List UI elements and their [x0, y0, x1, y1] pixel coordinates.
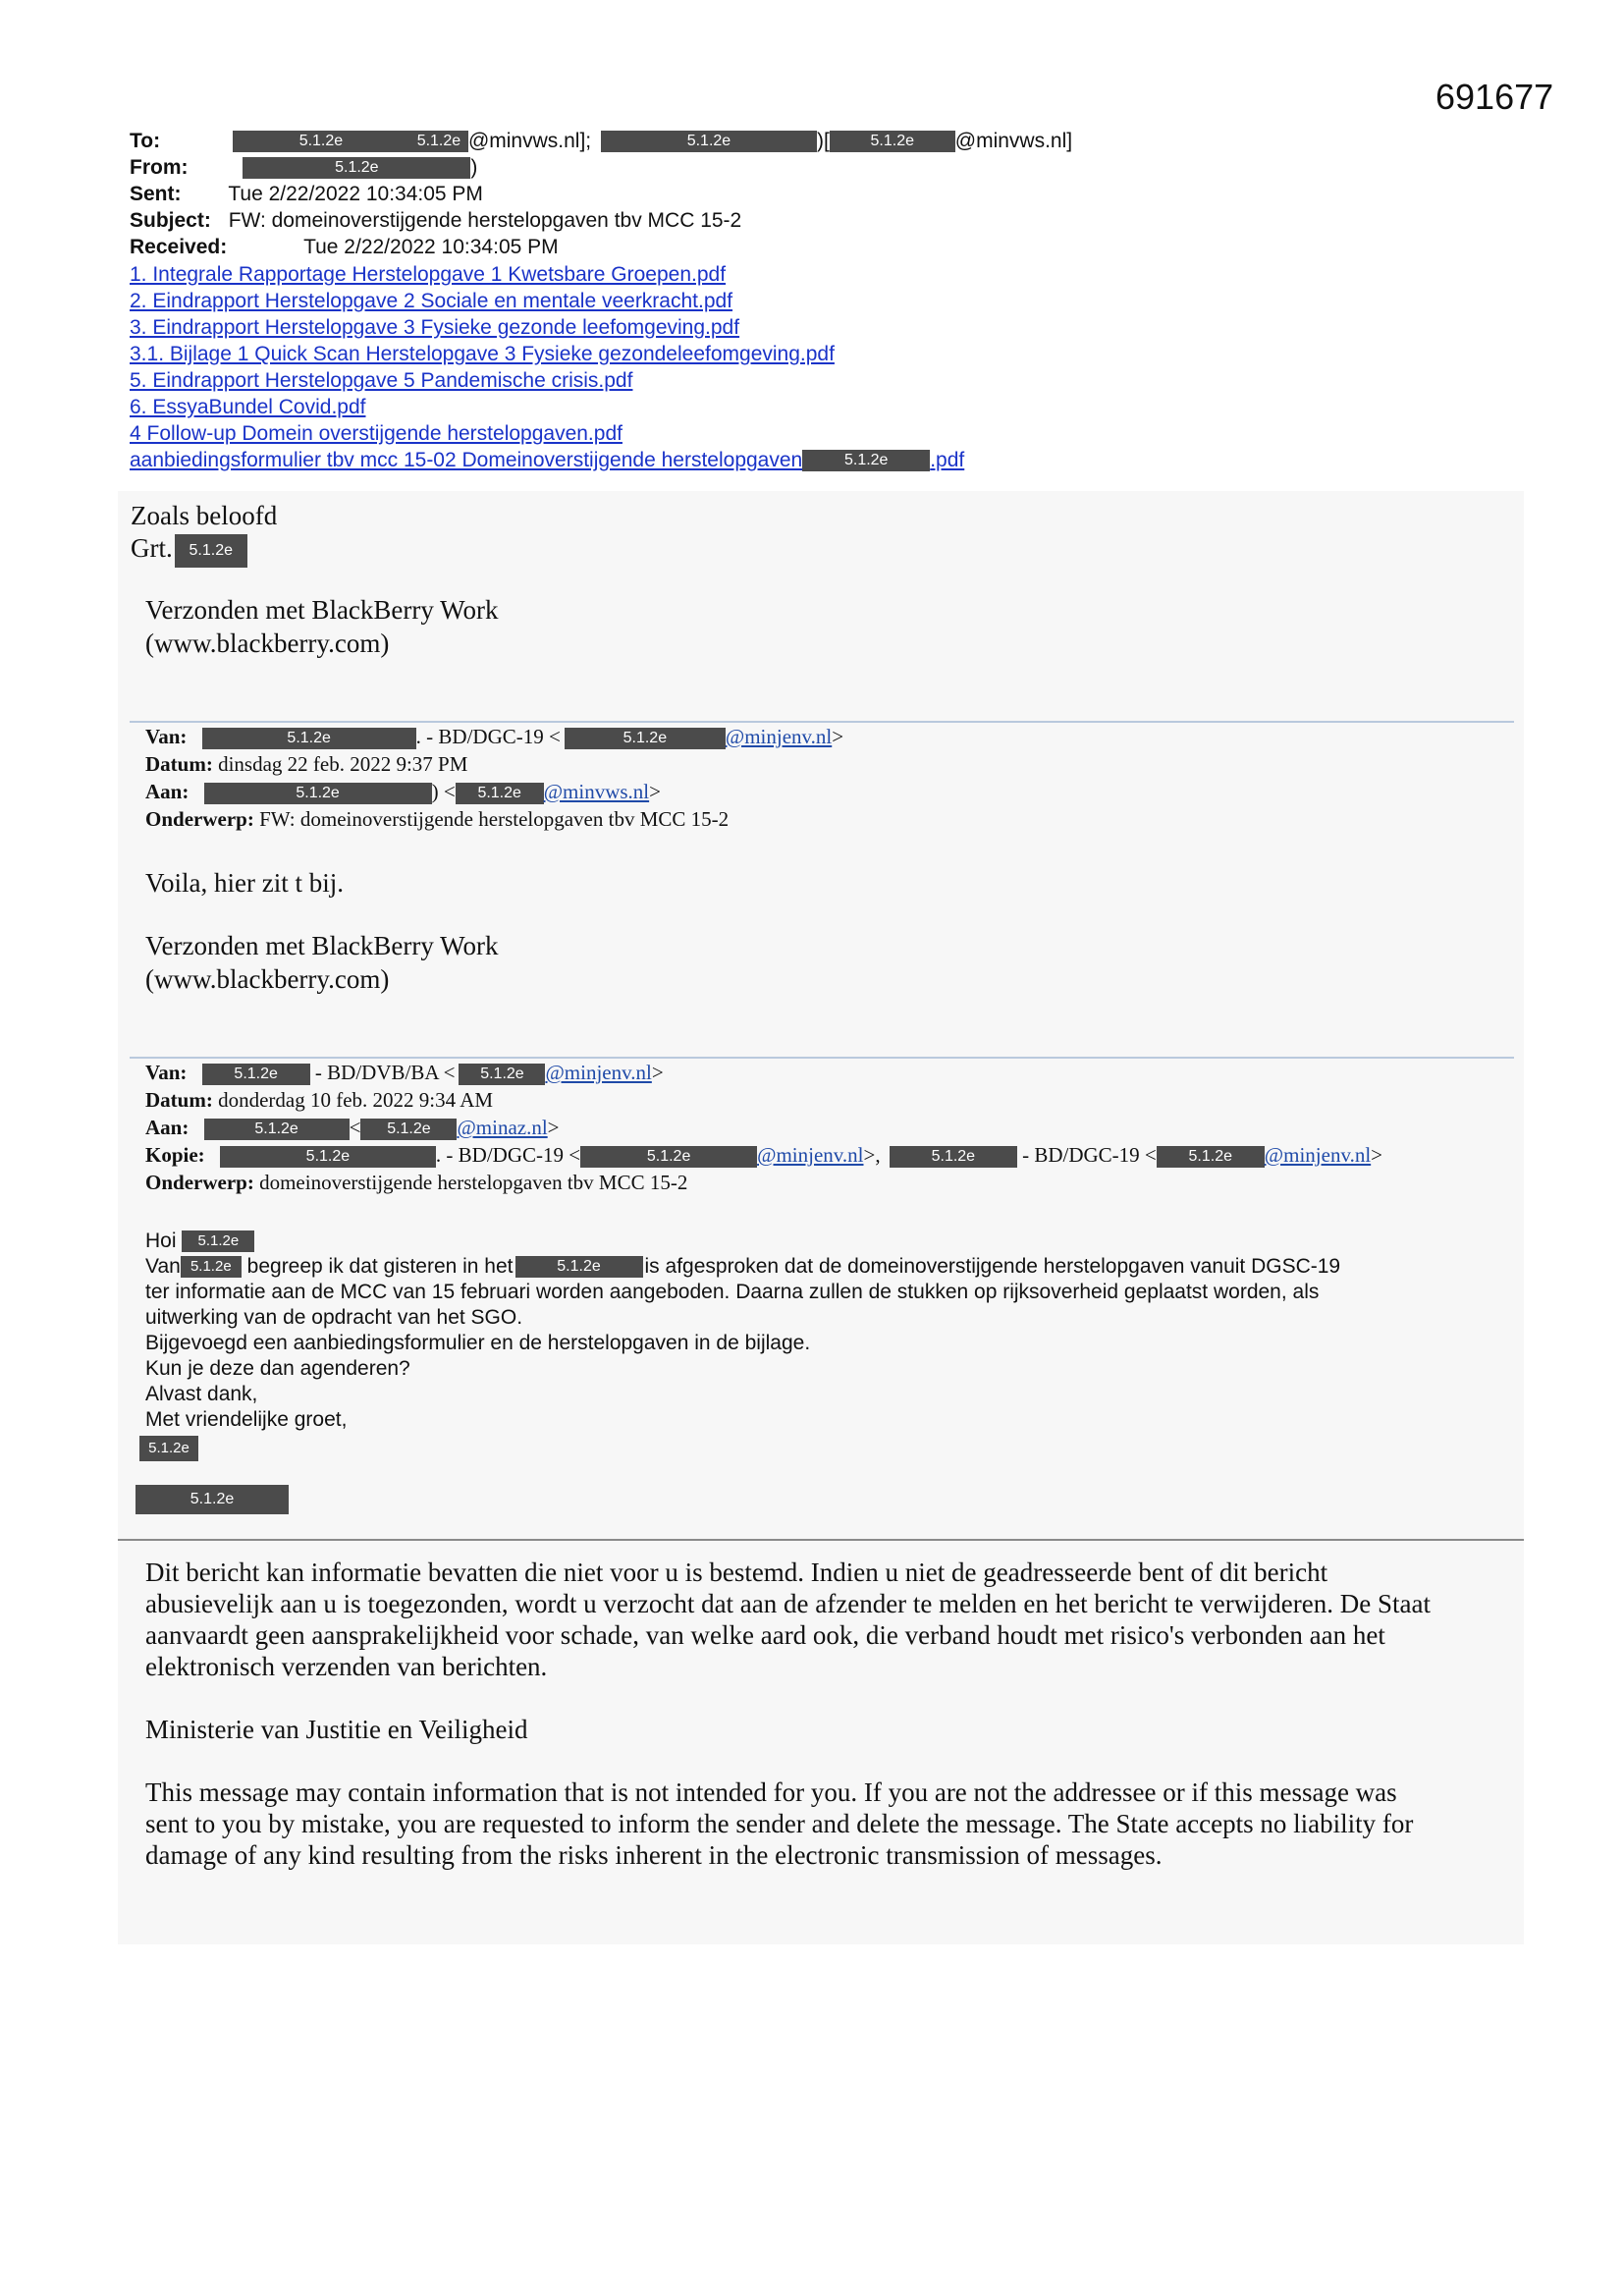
datum-row: [145, 1088, 493, 1113]
attachment-link[interactable]: 1. Integrale Rapportage Herstelopgave 1 Kwetsbare Groepen.pdf: [130, 263, 727, 286]
redaction-box: 5.1.2e: [202, 728, 416, 749]
disclaimer-line: sent to you by mistake, you are requested to inform the sender and delete the message. The State accepts no liability for: [145, 1809, 1414, 1838]
sent-label: Sent:: [130, 183, 182, 205]
van-department: . - BD/DGC-19 <: [415, 725, 561, 748]
signature-line: Verzonden met BlackBerry Work: [145, 931, 499, 960]
salutation-line: [145, 1230, 254, 1253]
from-row: [130, 156, 477, 180]
redaction-box: 5.1.2e: [175, 534, 247, 568]
attachment-link[interactable]: 3.1. Bijlage 1 Quick Scan Herstelopgave 3 Fysieke gezondeleefomgeving.pdf: [130, 343, 835, 365]
kopie-row: Kopie: 5.1.2e . - BD/DGC-19 < 5.1.2e @minjenv.nl>, 5.1.2e - BD/DGC-19 < 5.1.2e @minjenv.nl>: [145, 1143, 1383, 1167]
signature-line: Verzonden met BlackBerry Work: [145, 595, 499, 625]
message-text: Zoals beloofd: [131, 501, 278, 530]
to-separator: )[: [816, 130, 830, 152]
email-link[interactable]: @minjenv.nl: [725, 725, 833, 748]
email-link[interactable]: @minjenv.nl: [757, 1143, 864, 1167]
document-number: 691677: [1435, 77, 1554, 117]
onderwerp-label: Onderwerp:: [145, 1171, 254, 1194]
redaction-box: 5.1.2e: [204, 783, 432, 804]
redaction-box: 5.1.2e: [515, 1256, 643, 1278]
body-line: Kun je deze dan agenderen?: [145, 1357, 410, 1380]
to-label: To:: [130, 130, 161, 152]
redaction-box: 5.1.2e: [139, 1436, 198, 1461]
disclaimer-line: aanvaardt geen aansprakelijkheid voor schade, van welke aard ook, die verband houdt met risico's verbonden aan het: [145, 1620, 1385, 1650]
disclaimer-line: elektronisch verzenden van berichten.: [145, 1652, 548, 1681]
redaction-box: 5.1.2e: [830, 131, 955, 152]
attachment-link[interactable]: 5. Eindrapport Herstelopgave 5 Pandemische crisis.pdf: [130, 369, 633, 392]
redaction-box: 5.1.2e: [580, 1146, 757, 1168]
datum-value: donderdag 10 feb. 2022 9:34 AM: [218, 1088, 494, 1112]
onderwerp-value: FW: domeinoverstijgende herstelopgaven tbv MCC 15-2: [259, 807, 730, 831]
body-line: Van 5.1.2e begreep ik dat gisteren in het 5.1.2e is afgesproken dat de domeinoverstijgende herstelopgaven vanuit DGSC-19: [145, 1255, 1341, 1278]
ministry-name: Ministerie van Justitie en Veiligheid: [145, 1715, 528, 1744]
to-domain-2: @minvws.nl]: [954, 130, 1073, 152]
email-link[interactable]: @minjenv.nl: [545, 1061, 652, 1084]
redaction-box: 5.1.2e: [360, 1119, 457, 1140]
datum-value: dinsdag 22 feb. 2022 9:37 PM: [218, 752, 468, 776]
email-link[interactable]: @minjenv.nl: [1264, 1143, 1372, 1167]
onderwerp-value: domeinoverstijgende herstelopgaven tbv MCC 15-2: [259, 1171, 688, 1194]
email-link[interactable]: @minaz.nl: [457, 1116, 548, 1139]
received-row: [130, 236, 559, 259]
attachment-name: aanbiedingsformulier tbv mcc 15-02 Domeinoverstijgende herstelopgaven: [130, 449, 803, 471]
body-line: uitwerking van de opdracht van het SGO.: [145, 1306, 523, 1329]
redaction-box: 5.1.2e: [182, 1230, 254, 1252]
to-row: [130, 130, 1072, 153]
message-text: Voila, hier zit t bij.: [145, 868, 344, 898]
redaction-box: 5.1.2e: [802, 450, 930, 471]
separator-line: [118, 1539, 1524, 1541]
redaction-box: 5.1.2e: [601, 131, 817, 152]
disclaimer-line: Dit bericht kan informatie bevatten die niet voor u is bestemd. Indien u niet de geadresseerde bent of dit bericht: [145, 1558, 1328, 1587]
aan-label: Aan:: [145, 1116, 189, 1139]
email-link[interactable]: @minvws.nl: [543, 780, 650, 803]
redaction-box: 5.1.2e: [220, 1146, 436, 1168]
onderwerp-row: [145, 807, 729, 832]
van-row: Van: 5.1.2e . - BD/DGC-19 < 5.1.2e @minjenv.nl>: [145, 725, 844, 748]
disclaimer-line: abusievelijk aan u is toegezonden, wordt u verzocht dat aan de afzender te melden en het bericht te verwijderen. De Staat: [145, 1589, 1431, 1618]
disclaimer-line: damage of any kind resulting from the risks inherent in the electronic transmission of messages.: [145, 1840, 1163, 1870]
sent-value: Tue 2/22/2022 10:34:05 PM: [228, 183, 483, 205]
aan-separator: ) <: [431, 780, 456, 803]
kopie-department: . - BD/DGC-19 <: [435, 1143, 581, 1167]
redaction-box: 5.1.2e: [233, 131, 409, 152]
redaction-box: 5.1.2e: [202, 1064, 310, 1085]
attachment-extension: .pdf: [930, 449, 965, 471]
attachment-link-form[interactable]: [130, 449, 964, 472]
redaction-box: 5.1.2e: [890, 1146, 1017, 1168]
received-label: Received:: [130, 236, 228, 258]
subject-row: [130, 209, 741, 233]
redaction-box: 5.1.2e: [456, 783, 544, 804]
datum-label: Datum:: [145, 752, 213, 776]
redaction-box: 5.1.2e: [181, 1256, 242, 1278]
signature-url: (www.blackberry.com): [145, 964, 390, 994]
redaction-box: 5.1.2e: [243, 157, 470, 179]
attachment-link[interactable]: 6. EssyaBundel Covid.pdf: [130, 396, 366, 418]
to-domain-1: @minvws.nl];: [467, 130, 592, 152]
subject-value: FW: domeinoverstijgende herstelopgaven tbv MCC 15-2: [228, 209, 742, 232]
subject-label: Subject:: [130, 209, 211, 232]
redaction-box: 5.1.2e: [135, 1485, 289, 1514]
separator-line: [130, 721, 1514, 723]
kopie-label: Kopie:: [145, 1143, 205, 1167]
aan-separator: <: [349, 1116, 361, 1139]
salutation: Hoi: [145, 1230, 177, 1252]
van-label: Van:: [145, 725, 188, 748]
redaction-box: 5.1.2e: [204, 1119, 350, 1140]
received-value: Tue 2/22/2022 10:34:05 PM: [303, 236, 559, 258]
redaction-box: 5.1.2e: [565, 728, 726, 749]
body-line: Met vriendelijke groet,: [145, 1408, 348, 1431]
onderwerp-row: [145, 1171, 687, 1195]
van-department: - BD/DVB/BA <: [314, 1061, 456, 1084]
body-line: Bijgevoegd een aanbiedingsformulier en de herstelopgaven in de bijlage.: [145, 1332, 811, 1354]
separator-line: [130, 1057, 1514, 1059]
attachment-link[interactable]: 4 Follow-up Domein overstijgende herstelopgaven.pdf: [130, 422, 623, 445]
redaction-box: 5.1.2e: [1157, 1146, 1265, 1168]
aan-label: Aan:: [145, 780, 189, 803]
body-line: ter informatie aan de MCC van 15 februari worden aangeboden. Daarna zullen de stukken op rijksoverheid geplaatst worden, als: [145, 1281, 1320, 1303]
greeting-line: [131, 533, 247, 568]
attachment-link[interactable]: 3. Eindrapport Herstelopgave 3 Fysieke gezonde leefomgeving.pdf: [130, 316, 740, 339]
from-label: From:: [130, 156, 189, 179]
sent-row: [130, 183, 483, 206]
redaction-box: 5.1.2e: [459, 1064, 545, 1085]
greeting-text: Grt.: [131, 533, 173, 563]
aan-row: Aan: 5.1.2e < 5.1.2e @minaz.nl>: [145, 1116, 560, 1139]
redaction-box: 5.1.2e: [409, 131, 468, 152]
body-line: Alvast dank,: [145, 1383, 258, 1405]
kopie-department: - BD/DGC-19 <: [1022, 1143, 1157, 1167]
datum-row: [145, 752, 467, 777]
signature-url: (www.blackberry.com): [145, 629, 390, 658]
datum-label: Datum:: [145, 1088, 213, 1112]
van-label: Van:: [145, 1061, 188, 1084]
onderwerp-label: Onderwerp:: [145, 807, 254, 831]
disclaimer-line: This message may contain information that is not intended for you. If you are not the addressee or if this message was: [145, 1777, 1397, 1807]
van-row: Van: 5.1.2e - BD/DVB/BA < 5.1.2e @minjenv.nl>: [145, 1061, 664, 1084]
from-suffix: ): [470, 156, 478, 179]
attachment-link[interactable]: 2. Eindrapport Herstelopgave 2 Sociale en mentale veerkracht.pdf: [130, 290, 733, 312]
aan-row: Aan: 5.1.2e ) < 5.1.2e @minvws.nl>: [145, 780, 661, 803]
